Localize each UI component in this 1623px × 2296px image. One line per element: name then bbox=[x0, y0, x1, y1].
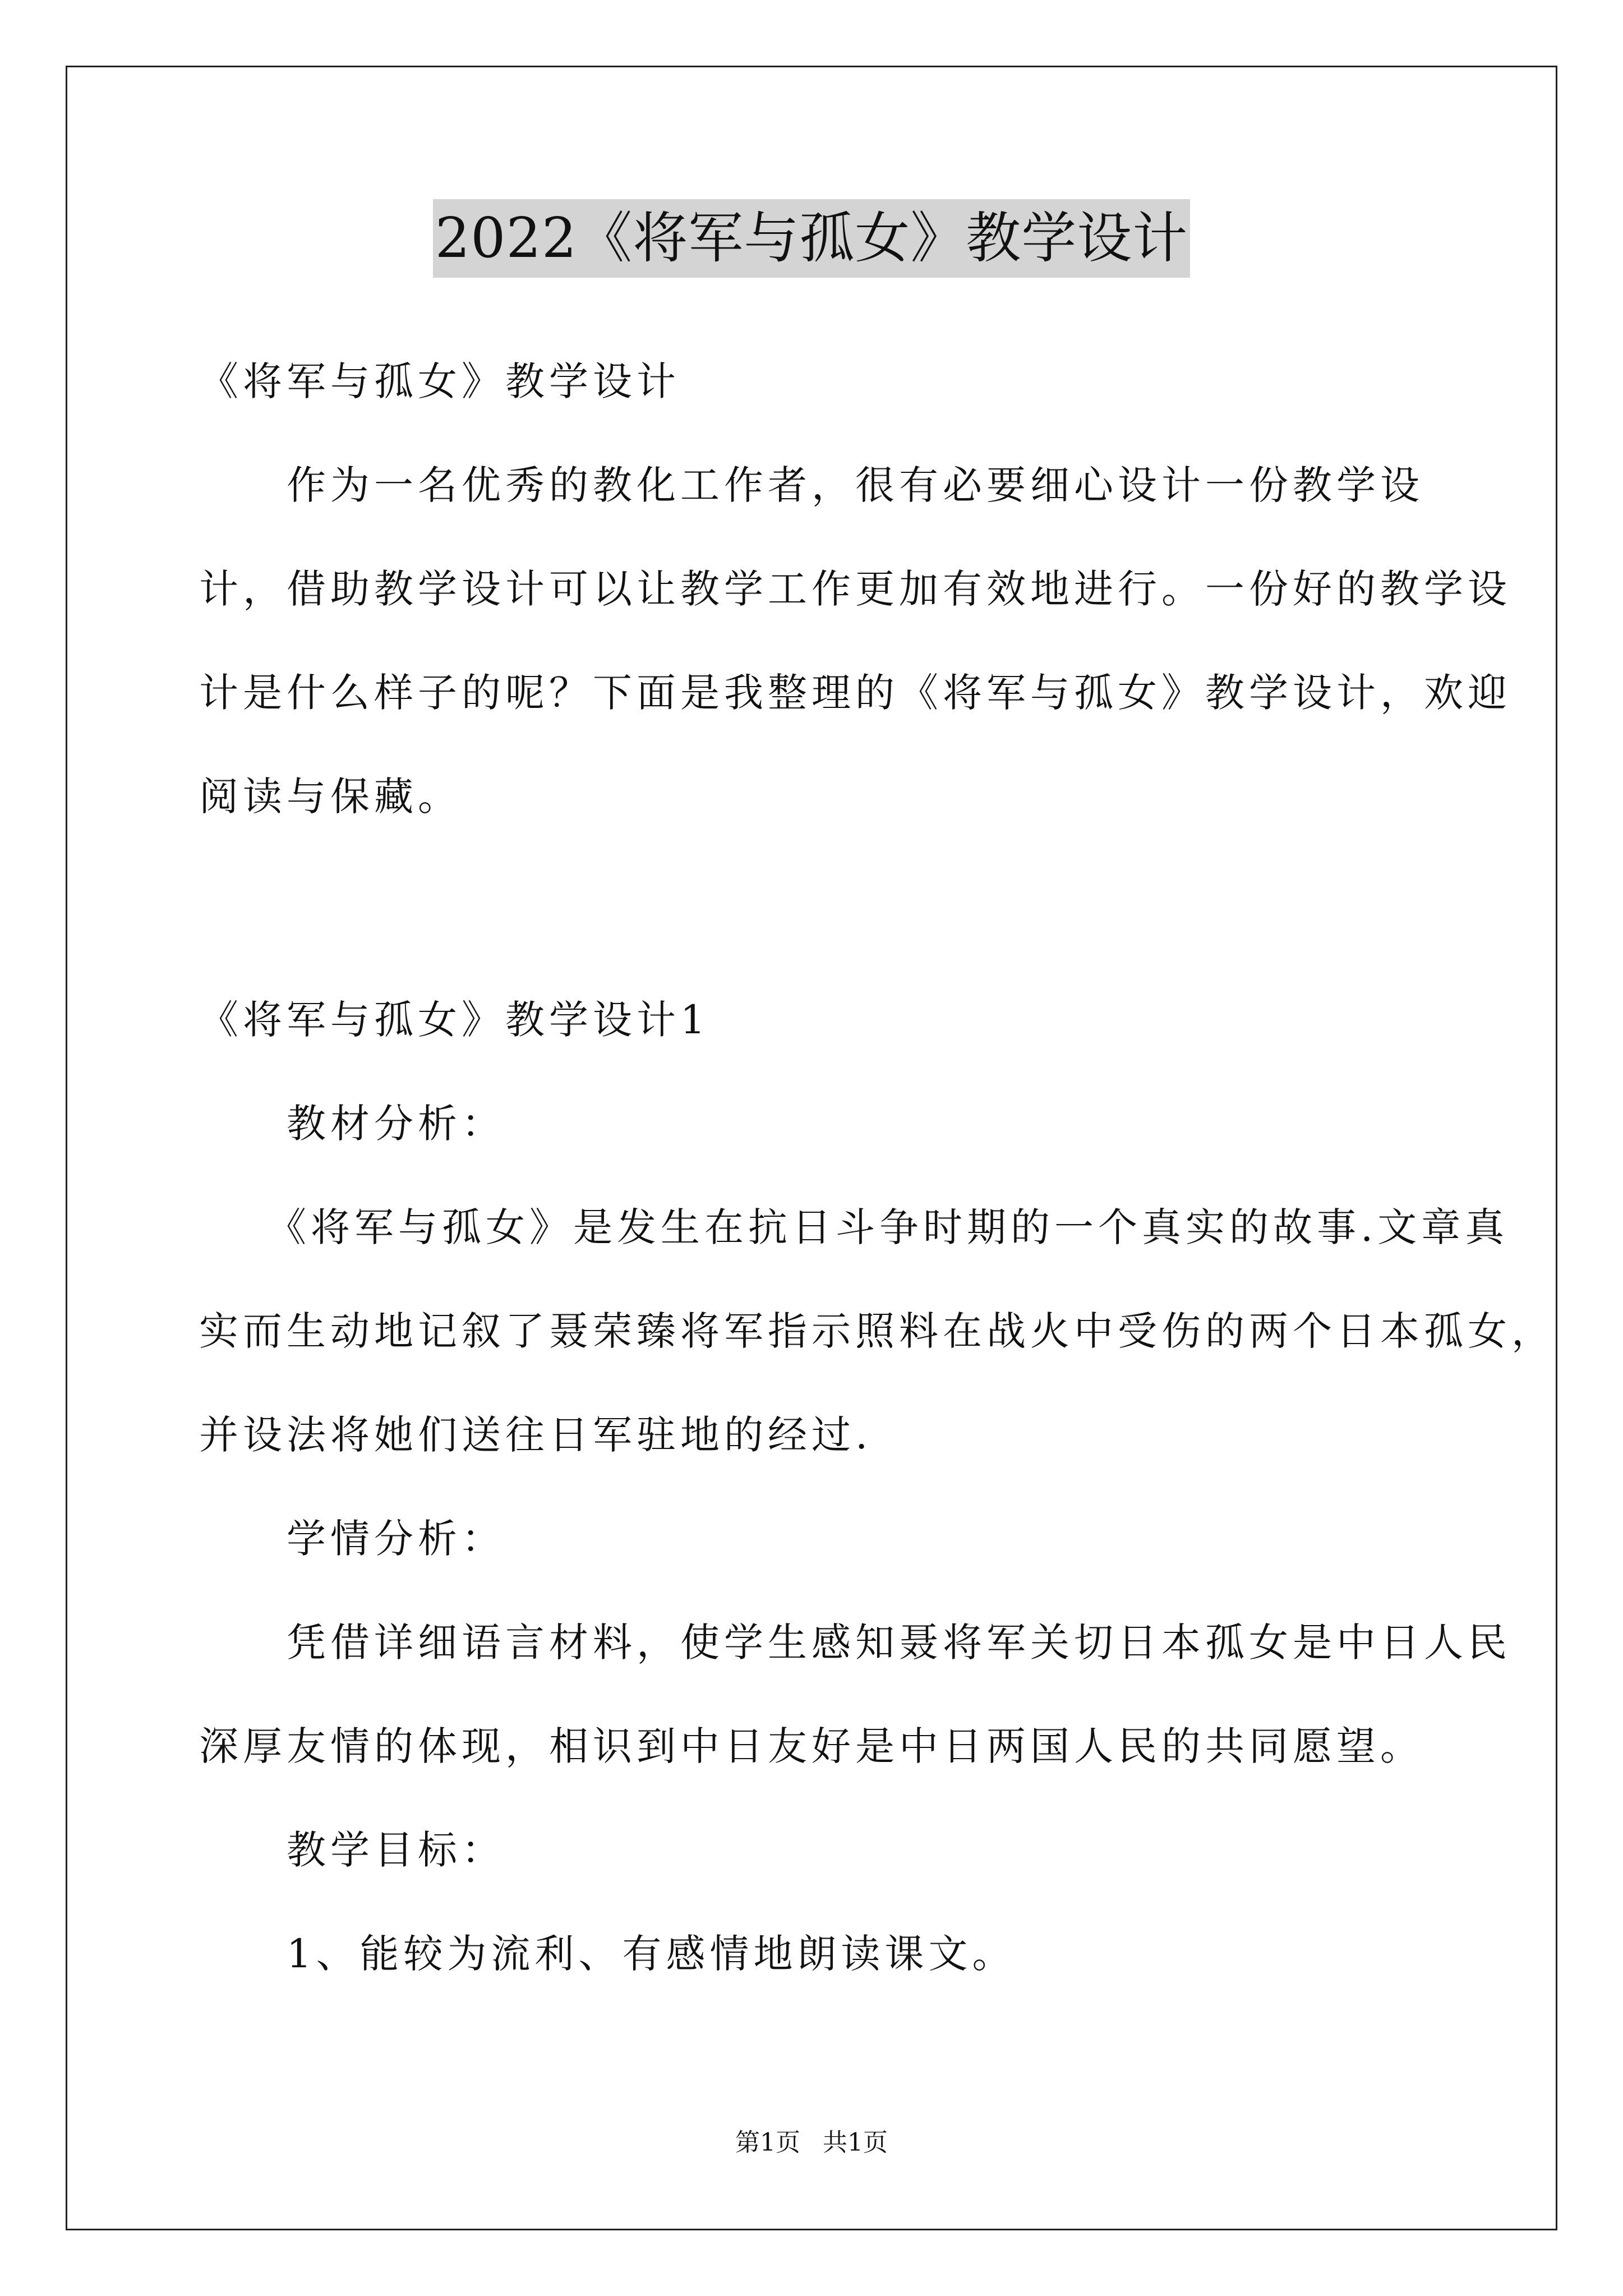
subtitle: 《将军与孤女》教学设计 bbox=[199, 358, 680, 404]
section-heading: 《将军与孤女》教学设计1 bbox=[199, 997, 710, 1043]
section-label: 教材分析： bbox=[199, 1101, 505, 1147]
paragraph-line: 实而生动地记叙了聂荣臻将军指示照料在战火中受伤的两个日本孤女， bbox=[199, 1308, 1555, 1354]
list-item: 1、能较为流利、有感情地朗读课文。 bbox=[199, 1931, 1016, 1977]
paragraph-line: 阅读与保藏。 bbox=[199, 774, 462, 820]
paragraph-line: 深厚友情的体现，相识到中日友好是中日两国人民的共同愿望。 bbox=[199, 1723, 1424, 1769]
section-label: 教学目标： bbox=[199, 1827, 505, 1873]
page-footer bbox=[0, 2126, 1623, 2160]
paragraph-line: 计是什么样子的呢？下面是我整理的《将军与孤女》教学设计，欢迎 bbox=[199, 670, 1511, 716]
page-total: 共1页 bbox=[823, 2128, 888, 2157]
page-number: 第1页 bbox=[735, 2128, 800, 2157]
document-title: 2022《将军与孤女》教学设计 bbox=[433, 199, 1190, 278]
paragraph-line: 作为一名优秀的教化工作者，很有必要细心设计一份教学设 bbox=[199, 462, 1424, 508]
paragraph-line: 《将军与孤女》是发生在抗日斗争时期的一个真实的故事.文章真 bbox=[199, 1204, 1509, 1250]
title-container bbox=[0, 199, 1623, 278]
paragraph-line: 凭借详细语言材料，使学生感知聂将军关切日本孤女是中日人民 bbox=[199, 1619, 1511, 1665]
paragraph-line: 并设法将她们送往日军驻地的经过. bbox=[199, 1412, 873, 1458]
paragraph-line: 计，借助教学设计可以让教学工作更加有效地进行。一份好的教学设 bbox=[199, 566, 1511, 612]
section-label: 学情分析： bbox=[199, 1516, 505, 1562]
